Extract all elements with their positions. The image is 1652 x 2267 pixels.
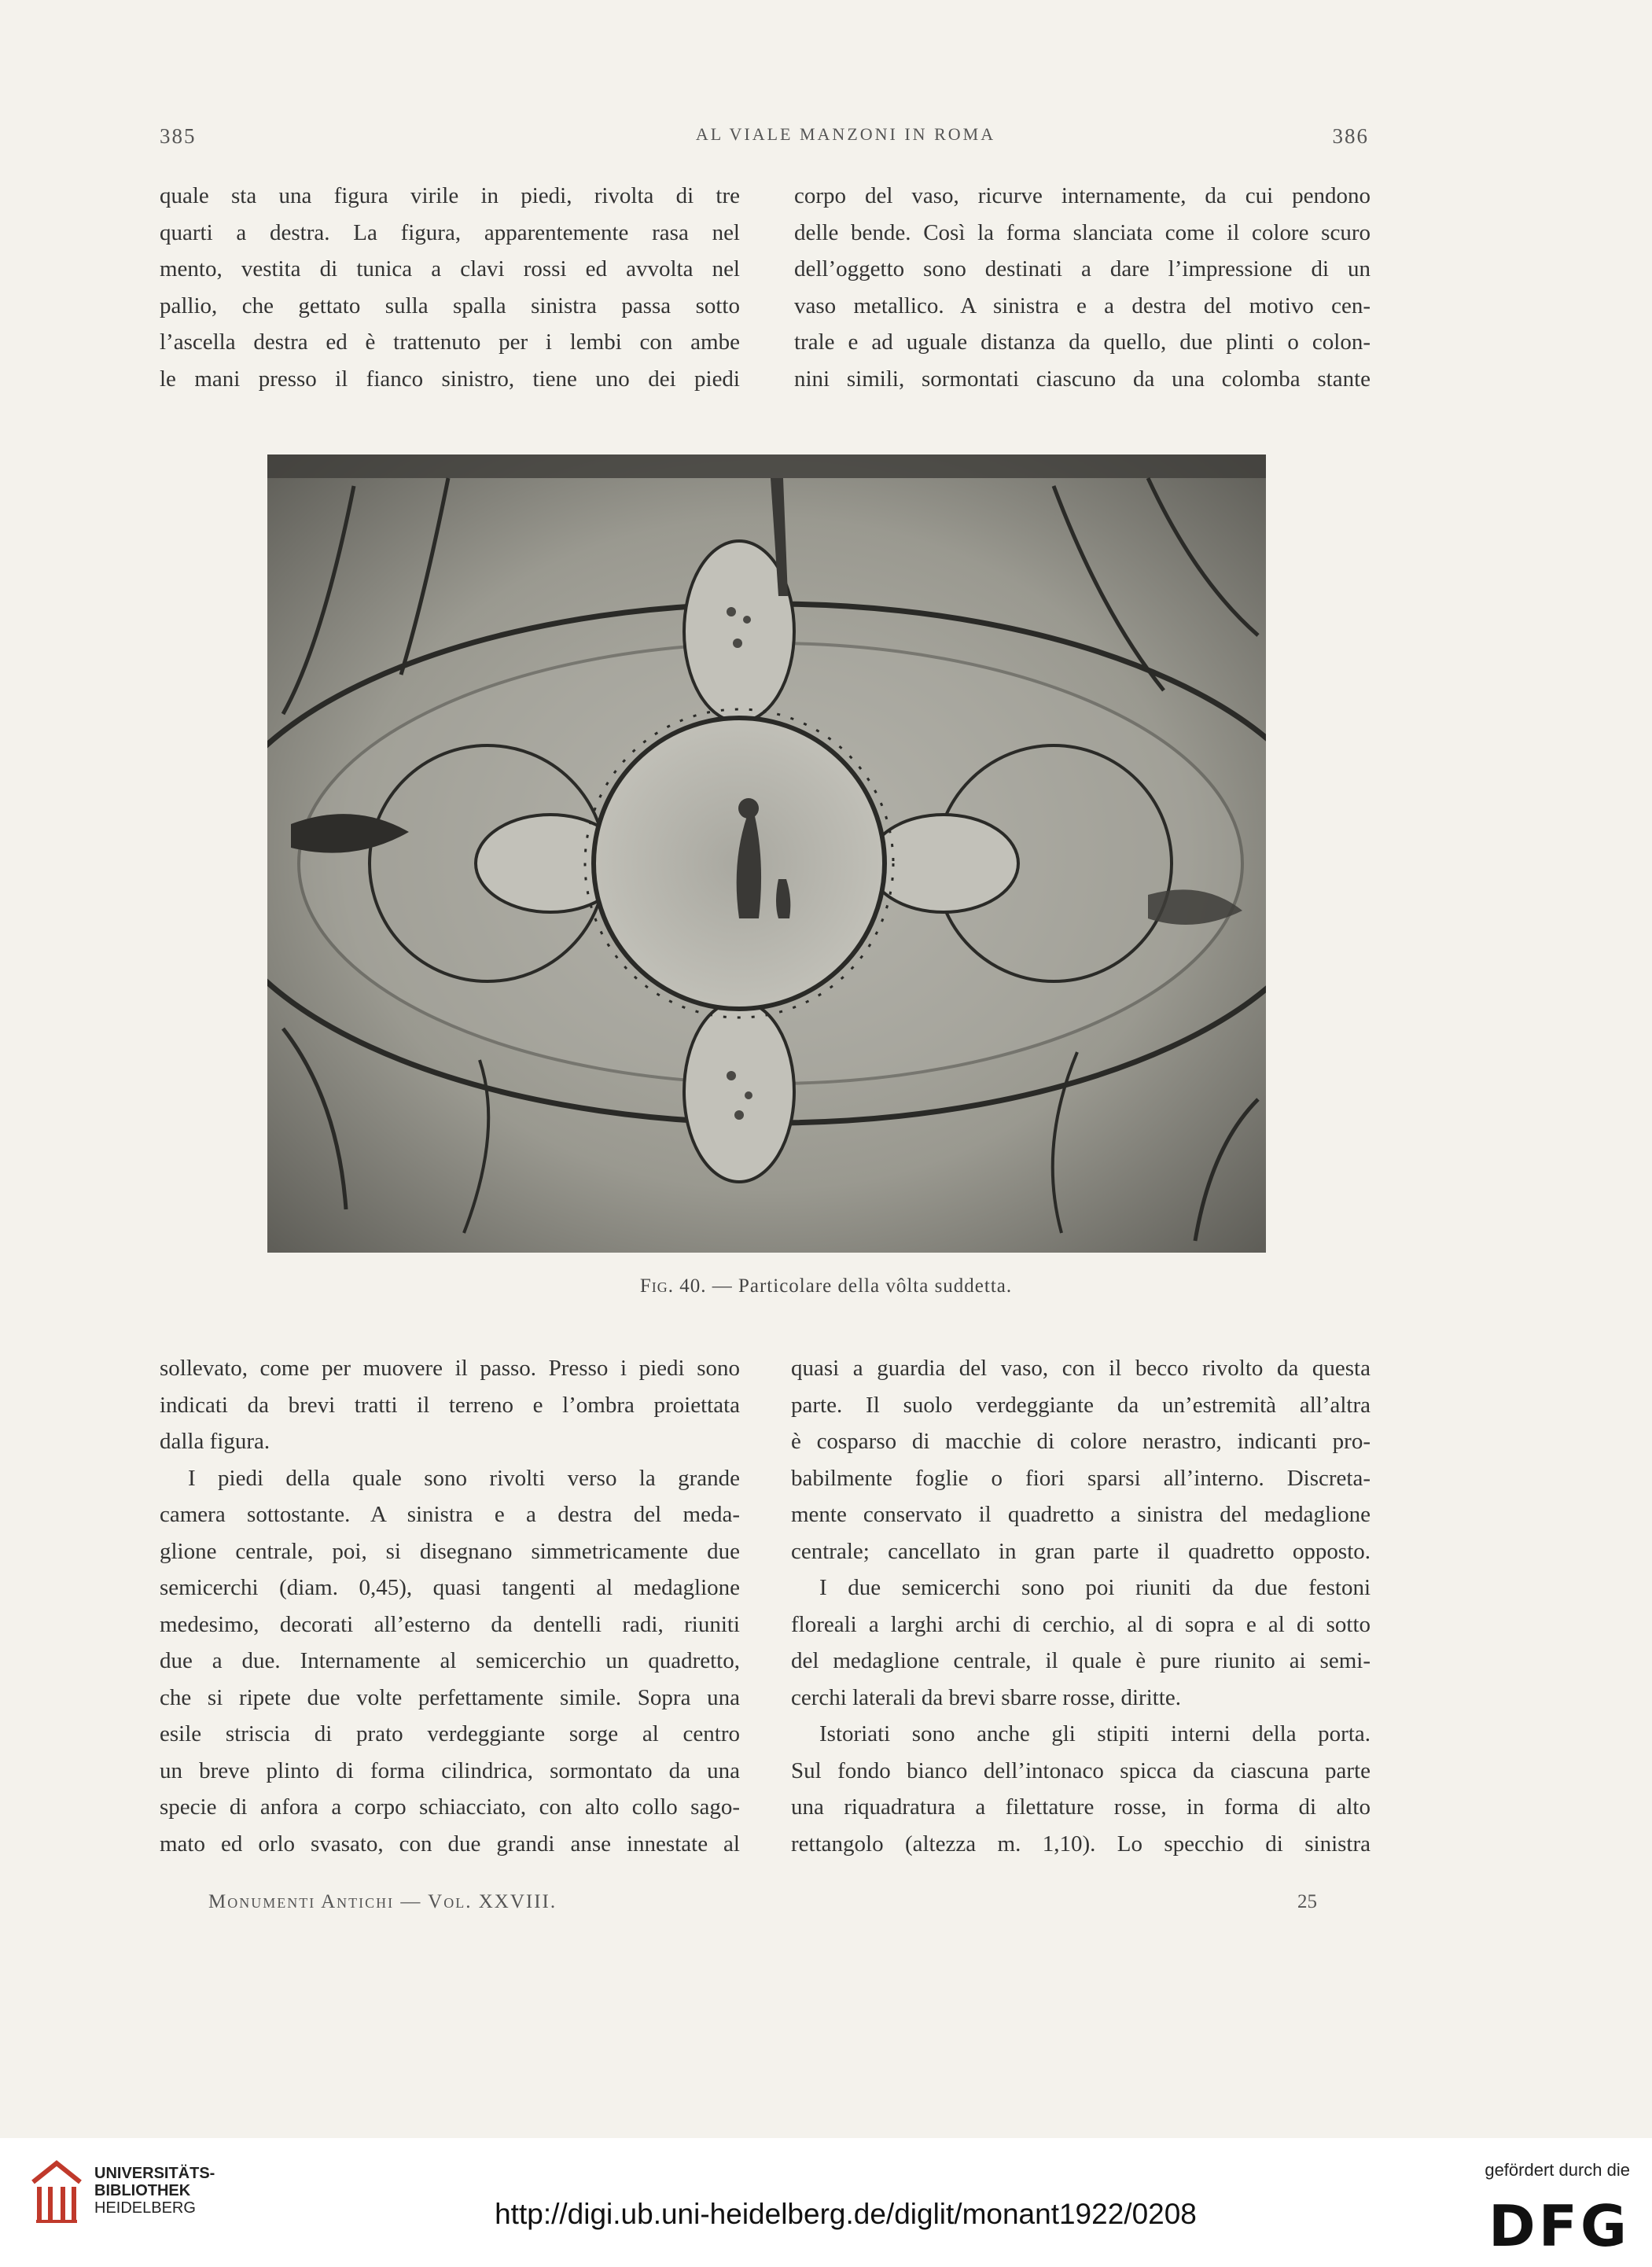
text-line: I due semicerchi sono poi riuniti da due festoni	[819, 1575, 1371, 1600]
figure-label: Fig. 40.	[639, 1275, 707, 1297]
text-line: mente conservato il quadretto a sinistra del medaglione	[791, 1502, 1371, 1527]
page-number-right: 386	[1332, 124, 1369, 148]
figure-caption-text: — Particolare della vôlta suddetta.	[706, 1275, 1013, 1297]
text-line: due a due. Internamente al semicerchio un quadretto,	[160, 1648, 740, 1673]
text-line: mento, vestita di tunica a clavi rossi ed avvolta nel	[160, 256, 740, 282]
figure-caption	[0, 1275, 1652, 1297]
text-line: glione centrale, poi, si disegnano simmetricamente due	[160, 1538, 740, 1564]
vault-fresco-image	[267, 455, 1266, 1253]
text-line: I piedi della quale sono rivolti verso la grande	[188, 1465, 740, 1491]
text-line: pallio, che gettato sulla spalla sinistra passa sotto	[160, 293, 740, 318]
text-line: le mani presso il fianco sinistro, tiene uno dei piedi	[160, 366, 740, 392]
text-line: babilmente foglie o fiori sparsi all’interno. Discreta-	[791, 1465, 1371, 1491]
footer-series-title: Monumenti Antichi — Vol. XXVIII.	[208, 1891, 557, 1912]
funder-label: gefördert durch die	[1485, 2160, 1630, 2180]
text-line: Sul fondo bianco dell’intonaco spicca da ciascuna parte	[791, 1757, 1371, 1783]
text-column-top-left	[160, 178, 740, 397]
text-line: medesimo, decorati all’esterno da dentelli radi, riuniti	[160, 1611, 740, 1637]
permalink-url[interactable]: http://digi.ub.uni-heidelberg.de/diglit/monant1922/0208	[495, 2198, 1197, 2230]
fresco-photograph	[267, 455, 1266, 1253]
text-line: semicerchi (diam. 0,45), quasi tangenti al medaglione	[160, 1575, 740, 1600]
text-line: vaso metallico. A sinistra e a destra del motivo cen-	[794, 293, 1371, 318]
text-line: rettangolo (altezza m. 1,10). Lo specchio di sinistra	[791, 1831, 1371, 1857]
dfg-logo: DFG	[1488, 2193, 1630, 2259]
text-line: quale sta una figura virile in piedi, rivolta di tre	[160, 183, 740, 208]
text-line: del medaglione centrale, il quale è pure riunito ai semi-	[791, 1648, 1371, 1673]
text-line: Istoriati sono anche gli stipiti interni della porta.	[819, 1721, 1371, 1746]
library-name-line: UNIVERSITÄTS-	[94, 2165, 215, 2182]
text-line: specie di anfora a corpo schiacciato, con alto collo sago-	[160, 1794, 740, 1820]
text-line: centrale; cancellato in gran parte il quadretto opposto.	[791, 1538, 1371, 1564]
text-line: trale e ad uguale distanza da quello, due plinti o colon-	[794, 329, 1371, 355]
text-line: nini simili, sormontati ciascuno da una colomba stante	[794, 366, 1371, 392]
text-line: è cosparso di macchie di colore nerastro, indicanti pro-	[791, 1429, 1371, 1454]
text-line: parte. Il suolo verdeggiante da un’estremità all’altra	[791, 1392, 1371, 1418]
text-line: una riquadratura a filettature rosse, in forma di alto	[791, 1794, 1371, 1820]
text-line: indicati da brevi tratti il terreno e l’ombra proiettata	[160, 1392, 740, 1418]
text-line: delle bende. Così la forma slanciata come il colore scuro	[794, 219, 1371, 245]
library-name-line: BIBLIOTHEK	[94, 2182, 191, 2199]
text-line: un breve plinto di forma cilindrica, sormontato da una	[160, 1757, 740, 1783]
footer-signature-number: 25	[1297, 1891, 1317, 1912]
text-line: camera sottostante. A sinistra e a destra del meda-	[160, 1502, 740, 1527]
text-line: cerchi laterali da brevi sbarre rosse, diritte.	[791, 1684, 1181, 1710]
library-name-line: HEIDELBERG	[94, 2199, 196, 2217]
text-line: dell’oggetto sono destinati a dare l’impressione di un	[794, 256, 1371, 282]
text-line: che si ripete due volte perfettamente simile. Sopra una	[160, 1684, 740, 1710]
text-column-bottom-right	[791, 1350, 1371, 1862]
text-line: floreali a larghi archi di cerchio, al di sopra e al di sotto	[791, 1611, 1371, 1637]
text-column-top-right	[794, 178, 1371, 397]
text-line: sollevato, come per muovere il passo. Presso i piedi sono	[160, 1356, 740, 1381]
running-title: AL VIALE MANZONI IN ROMA	[695, 124, 996, 144]
text-line: esile striscia di prato verdeggiante sorge al centro	[160, 1721, 740, 1746]
page-number-left: 385	[160, 124, 197, 148]
text-line: corpo del vaso, ricurve internamente, da cui pendono	[794, 183, 1371, 208]
text-line: mato ed orlo svasato, con due grandi anse innestate al	[160, 1831, 740, 1857]
text-column-bottom-left	[160, 1350, 740, 1862]
text-line: l’ascella destra ed è trattenuto per i lembi con ambe	[160, 329, 740, 355]
text-line: quarti a destra. La figura, apparentemente rasa nel	[160, 219, 740, 245]
text-line: dalla figura.	[160, 1429, 270, 1454]
text-line: quasi a guardia del vaso, con il becco rivolto da questa	[791, 1356, 1371, 1381]
digitization-footer-bar	[0, 2138, 1652, 2267]
